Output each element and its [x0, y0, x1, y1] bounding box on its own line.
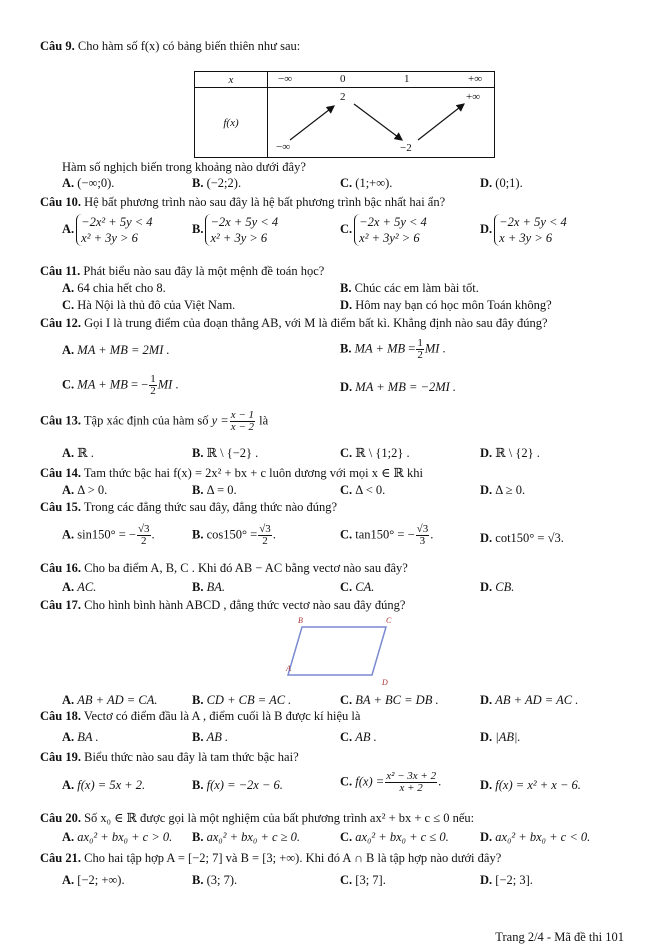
q11-option-d[interactable]: D. Hôm nay bạn có học môn Toán không? — [340, 298, 552, 312]
q13-option-a[interactable]: A. ℝ . — [62, 446, 94, 460]
q18-option-b[interactable]: B. AB . — [192, 730, 229, 744]
q20-option-b[interactable]: B. ax₀² + bx₀ + c ≥ 0. — [192, 830, 301, 844]
q17-option-a[interactable]: A. AB + AD = CA. — [62, 693, 158, 707]
question-10: Câu 10. Hệ bất phương trình nào sau đây là hệ bất phương trình bậc nhất hai ẩn? — [40, 195, 446, 209]
q14-option-d[interactable]: D. Δ ≥ 0. — [480, 483, 526, 497]
q13-option-b[interactable]: B. ℝ \ {−2} . — [192, 446, 259, 460]
q14-option-b[interactable]: B. Δ = 0. — [192, 483, 237, 497]
vertex-b-label: B — [298, 616, 303, 625]
page-footer: Trang 2/4 - Mã đề thi 101 — [495, 930, 624, 944]
q10-option-a[interactable]: A. −2x² + 5y < 4 x² + 3y > 6 — [62, 215, 153, 245]
q15-option-a[interactable]: A. sin150° = − $\frac{√3}{2}$ . — [62, 523, 155, 547]
q16-option-b[interactable]: B. BA. — [192, 580, 225, 594]
vertex-d-label: D — [382, 678, 388, 687]
question-16: Câu 16. Cho ba điểm A, B, C . Khi đó AB − AC bằng vectơ nào sau đây? — [40, 561, 408, 575]
q11-option-c[interactable]: C. Hà Nội là thủ đô của Việt Nam. — [62, 298, 236, 312]
q16-option-a[interactable]: A. AC. — [62, 580, 97, 594]
q21-option-b[interactable]: B. (3; 7). — [192, 873, 238, 887]
q11-option-a[interactable]: A. 64 chia hết cho 8. — [62, 281, 166, 295]
q12-option-c[interactable]: C. MA + MB = − $\frac{1}{2}$ MI . — [62, 373, 179, 397]
q13-option-d[interactable]: D. ℝ \ {2} . — [480, 446, 540, 460]
q15-option-b[interactable]: B. cos150° = $\frac{√3}{2}$ . — [192, 523, 276, 547]
q9-option-b[interactable]: B. (−2;2). — [192, 176, 242, 190]
variation-arrows — [268, 88, 494, 158]
variation-table: x −∞ 0 1 +∞ f(x) −∞ 2 −2 +∞ — [194, 71, 495, 158]
q12-option-b[interactable]: B. MA + MB = $\frac{1}{2}$ MI . — [340, 337, 446, 361]
q18-option-d[interactable]: D. |AB|. — [480, 730, 521, 744]
q21-option-c[interactable]: C. [3; 7]. — [340, 873, 386, 887]
q16-option-d[interactable]: D. CB. — [480, 580, 515, 594]
q19-option-a[interactable]: A. f(x) = 5x + 2. — [62, 778, 146, 792]
q9-option-a[interactable]: A. (−∞;0). — [62, 176, 115, 190]
q19-option-b[interactable]: B. f(x) = −2x − 6. — [192, 778, 283, 792]
q19-option-d[interactable]: D. f(x) = x² + x − 6. — [480, 778, 581, 792]
q20-option-d[interactable]: D. ax₀² + bx₀ + c < 0. — [480, 830, 591, 844]
q18-option-c[interactable]: C. AB . — [340, 730, 377, 744]
q15-option-d[interactable]: D. cot150° = √3. — [480, 531, 564, 545]
question-20: Câu 20. Số x₀ ∈ ℝ được gọi là một nghiệm của bất phương trình ax² + bx + c ≤ 0 nếu: — [40, 811, 475, 825]
question-19: Câu 19. Biểu thức nào sau đây là tam thức bậc hai? — [40, 750, 299, 764]
question-18: Câu 18. Vectơ có điểm đầu là A , điểm cuối là B được kí hiệu là — [40, 709, 361, 723]
question-15: Câu 15. Trong các đẳng thức sau đây, đẳng thức nào đúng? — [40, 500, 338, 514]
vertex-c-label: C — [386, 616, 392, 625]
parallelogram-figure — [280, 615, 400, 690]
q10-option-b[interactable]: B. −2x + 5y < 4 x² + 3y > 6 — [192, 215, 279, 245]
q9-option-d[interactable]: D. (0;1). — [480, 176, 523, 190]
q10-option-d[interactable]: D. −2x + 5y < 4 x + 3y > 6 — [480, 215, 567, 245]
q9-prompt: Hàm số nghịch biến trong khoảng nào dưới đây? — [62, 160, 306, 174]
q14-option-a[interactable]: A. Δ > 0. — [62, 483, 108, 497]
question-17: Câu 17. Cho hình bình hành ABCD , đẳng thức vectơ nào sau đây đúng? — [40, 598, 406, 612]
q18-option-a[interactable]: A. BA . — [62, 730, 99, 744]
question-11: Câu 11. Phát biểu nào sau đây là một mệnh đề toán học? — [40, 264, 325, 278]
q12-option-a[interactable]: A. MA + MB = 2MI . — [62, 343, 170, 357]
q15-option-c[interactable]: C. tan150° = − $\frac{√3}{3}$ . — [340, 523, 434, 547]
q16-option-c[interactable]: C. CA. — [340, 580, 375, 594]
q10-option-c[interactable]: C. −2x + 5y < 4 x² + 3y² > 6 — [340, 215, 427, 245]
q21-option-d[interactable]: D. [−2; 3]. — [480, 873, 533, 887]
q21-option-a[interactable]: A. [−2; +∞). — [62, 873, 125, 887]
question-9: Câu 9. Cho hàm số f(x) có bảng biến thiên như sau: — [40, 39, 301, 53]
question-21: Câu 21. Cho hai tập hợp A = [−2; 7] và B = [3; +∞). Khi đó A ∩ B là tập hợp nào dưới đây? — [40, 851, 502, 865]
q17-option-b[interactable]: B. CD + CB = AC . — [192, 693, 292, 707]
question-12: Câu 12. Gọi I là trung điểm của đoạn thẳng AB, với M là điểm bất kì. Khẳng định nào sau đây đúng? — [40, 316, 548, 330]
question-14: Câu 14. Tam thức bậc hai f(x) = 2x² + bx + c luôn dương với mọi x ∈ ℝ khi — [40, 466, 424, 480]
vertex-a-label: A — [286, 664, 291, 673]
q14-option-c[interactable]: C. Δ < 0. — [340, 483, 386, 497]
q11-option-b[interactable]: B. Chúc các em làm bài tốt. — [340, 281, 479, 295]
q13-option-c[interactable]: C. ℝ \ {1;2} . — [340, 446, 410, 460]
q9-option-c[interactable]: C. (1;+∞). — [340, 176, 393, 190]
q12-option-d[interactable]: D. MA + MB = −2MI . — [340, 380, 457, 394]
q20-option-c[interactable]: C. ax₀² + bx₀ + c ≤ 0. — [340, 830, 449, 844]
q19-option-c[interactable]: C. f(x) = $\frac{\text{x² − 3x + 2}}{x + 2}$ . — [340, 770, 442, 794]
q20-option-a[interactable]: A. ax₀² + bx₀ + c > 0. — [62, 830, 173, 844]
q17-option-c[interactable]: C. BA + BC = DB . — [340, 693, 439, 707]
question-13: Câu 13. Tập xác định của hàm số y = $\frac{x - 1}{x - 2}$ là — [40, 409, 269, 433]
q17-option-d[interactable]: D. AB + AD = AC . — [480, 693, 579, 707]
